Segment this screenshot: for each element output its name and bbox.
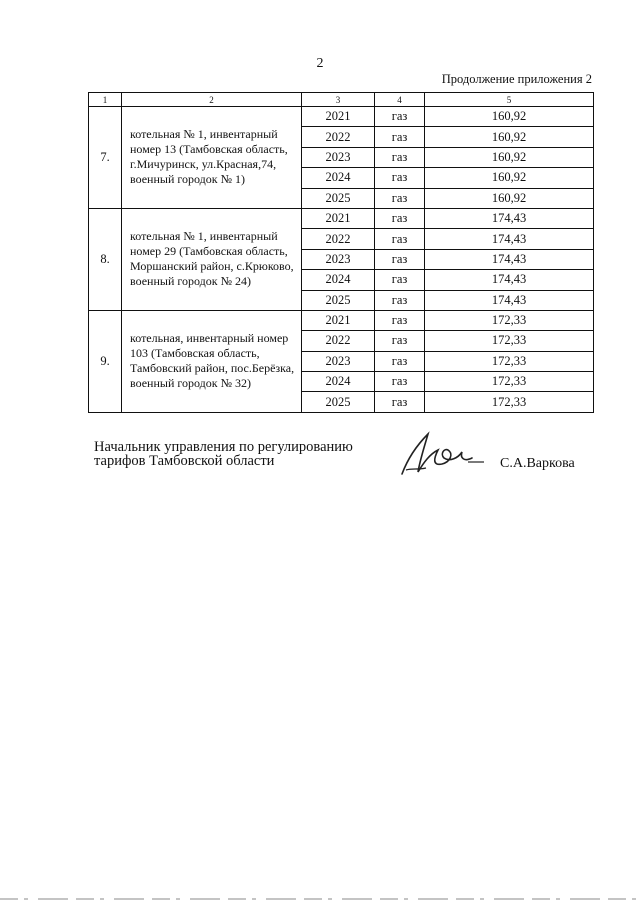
scan-edge-artifact — [0, 896, 640, 902]
fuel-cell: газ — [375, 229, 425, 249]
year-cell: 2022 — [302, 127, 375, 147]
fuel-cell: газ — [375, 351, 425, 371]
signatory-name: С.А.Варкова — [500, 456, 575, 471]
table-header-row — [89, 93, 594, 107]
fuel-cell: газ — [375, 310, 425, 330]
tariff-table — [88, 92, 594, 413]
header-col-5: 5 — [425, 93, 594, 107]
table-row — [89, 107, 594, 127]
header-col-4: 4 — [375, 93, 425, 107]
tariff-value-cell: 160,92 — [425, 147, 594, 167]
year-cell: 2025 — [302, 290, 375, 310]
fuel-cell: газ — [375, 188, 425, 208]
fuel-cell: газ — [375, 107, 425, 127]
year-cell: 2024 — [302, 168, 375, 188]
signatory-title-line-1: Начальник управления по регулированию — [94, 439, 353, 455]
header-col-2: 2 — [122, 93, 302, 107]
tariff-value-cell: 174,43 — [425, 290, 594, 310]
year-cell: 2024 — [302, 372, 375, 392]
signatory-title-line-2: тарифов Тамбовской области — [94, 453, 275, 469]
boiler-description-cell: котельная № 1, инвентарный номер 29 (Тамбовская область, Моршанский район, с.Крюково, военный городок № 24) — [122, 208, 302, 310]
fuel-cell: газ — [375, 168, 425, 188]
header-col-3: 3 — [302, 93, 375, 107]
handwritten-signature — [398, 428, 488, 480]
year-cell: 2025 — [302, 188, 375, 208]
year-cell: 2021 — [302, 310, 375, 330]
fuel-cell: газ — [375, 331, 425, 351]
tariff-value-cell: 160,92 — [425, 168, 594, 188]
year-cell: 2022 — [302, 229, 375, 249]
row-index-cell: 9. — [89, 310, 122, 412]
year-cell: 2022 — [302, 331, 375, 351]
fuel-cell: газ — [375, 392, 425, 412]
continuation-note: Продолжение приложения 2 — [441, 72, 592, 86]
boiler-description-cell: котельная № 1, инвентарный номер 13 (Тамбовская область, г.Мичуринск, ул.Красная,74, военный городок № 1) — [122, 107, 302, 209]
table-row — [89, 310, 594, 330]
tariff-value-cell: 172,33 — [425, 351, 594, 371]
tariff-value-cell: 172,33 — [425, 310, 594, 330]
tariff-value-cell: 160,92 — [425, 188, 594, 208]
row-index-cell: 8. — [89, 208, 122, 310]
year-cell: 2025 — [302, 392, 375, 412]
year-cell: 2023 — [302, 249, 375, 269]
header-col-1: 1 — [89, 93, 122, 107]
fuel-cell: газ — [375, 290, 425, 310]
tariff-value-cell: 174,43 — [425, 208, 594, 228]
fuel-cell: газ — [375, 270, 425, 290]
tariff-value-cell: 172,33 — [425, 372, 594, 392]
page-number: 2 — [316, 56, 324, 71]
table-row — [89, 208, 594, 228]
year-cell: 2021 — [302, 107, 375, 127]
year-cell: 2023 — [302, 351, 375, 371]
tariff-value-cell: 174,43 — [425, 249, 594, 269]
fuel-cell: газ — [375, 249, 425, 269]
table-body — [89, 107, 594, 413]
signatory-title — [94, 440, 353, 468]
boiler-description-cell: котельная, инвентарный номер 103 (Тамбовская область, Тамбовский район, пос.Берёзка, военный городок № 32) — [122, 310, 302, 412]
year-cell: 2021 — [302, 208, 375, 228]
fuel-cell: газ — [375, 208, 425, 228]
fuel-cell: газ — [375, 147, 425, 167]
tariff-value-cell: 172,33 — [425, 392, 594, 412]
tariff-value-cell: 160,92 — [425, 127, 594, 147]
tariff-value-cell: 174,43 — [425, 270, 594, 290]
row-index-cell: 7. — [89, 107, 122, 209]
year-cell: 2023 — [302, 147, 375, 167]
fuel-cell: газ — [375, 127, 425, 147]
tariff-value-cell: 160,92 — [425, 107, 594, 127]
tariff-value-cell: 172,33 — [425, 331, 594, 351]
fuel-cell: газ — [375, 372, 425, 392]
tariff-value-cell: 174,43 — [425, 229, 594, 249]
year-cell: 2024 — [302, 270, 375, 290]
